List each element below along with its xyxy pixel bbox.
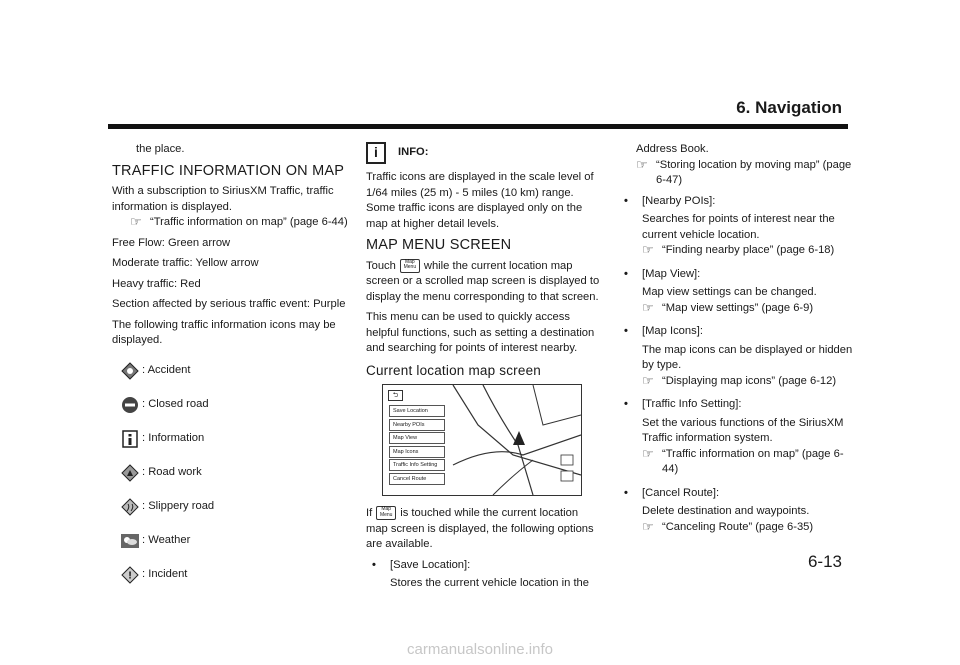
back-button[interactable]: ⮌ <box>388 390 403 401</box>
info-label: INFO: <box>398 146 429 159</box>
bullet-text: Map view settings can be changed. <box>642 286 817 298</box>
purple-traffic-text: Section affected by serious traffic event: Purple <box>112 298 346 310</box>
reference-link[interactable] <box>642 301 817 317</box>
road-work-icon <box>120 463 140 483</box>
icon-label: : Accident <box>142 363 191 376</box>
icon-legend-incident <box>112 558 348 592</box>
map-menu-button-icon: Map Menu <box>400 259 420 273</box>
icon-label: : Closed road <box>142 397 209 410</box>
bullet-text: Stores the current vehicle location in the <box>390 577 589 589</box>
bullet-label: [Map Icons]: <box>642 325 703 337</box>
pointing-hand-icon: ☞ <box>642 299 654 315</box>
bullet-nearby-pois: • [Nearby POIs]: Searches for points of interest near the current vehicle location. ☞ “Finding nearby place” (page 6-18) <box>618 194 854 264</box>
bullet-text: Searches for points of interest near the current vehicle location. <box>642 213 835 241</box>
bullet-text: Delete destination and waypoints. <box>642 505 810 517</box>
bullet-label: [Nearby POIs]: <box>642 194 716 207</box>
heavy-traffic-text: Heavy traffic: Red <box>112 277 201 290</box>
bullet-map-icons: • [Map Icons]: The map icons can be displayed or hidden by type. ☞ “Displaying map icons” (page 6-12) <box>624 325 853 388</box>
reference-text: “Traffic information on map” (page 6-44) <box>150 216 348 228</box>
bullet-label: [Cancel Route]: <box>642 486 720 499</box>
menu-traffic-info-setting[interactable]: Traffic Info Setting <box>389 459 445 471</box>
bullet-text: Set the various functions of the SiriusXM Traffic information system. <box>642 416 844 444</box>
icon-legend-information <box>112 422 348 456</box>
pointing-hand-icon: ☞ <box>642 372 654 388</box>
bullet-label: [Map View]: <box>642 267 701 280</box>
pointing-hand-icon: ☞ <box>642 518 654 534</box>
info-text: Traffic icons are displayed in the scale level of 1/64 miles (25 m) - 5 miles (10 km) range. Some traffic icons are displayed only on the map at higher detail levels. <box>366 171 594 230</box>
pointing-hand-icon: ☞ <box>130 214 142 229</box>
bullet-label: [Traffic Info Setting]: <box>642 398 742 410</box>
menu-save-location[interactable]: Save Location <box>389 405 445 417</box>
pointing-hand-icon: ☞ <box>642 242 654 257</box>
bullet-text: The map icons can be displayed or hidden by type. <box>642 343 853 371</box>
icon-label: : Incident <box>142 567 188 580</box>
menu-cancel-route[interactable]: Cancel Route <box>389 473 445 485</box>
icon-legend-closed-road <box>112 388 348 422</box>
svg-text:!: ! <box>128 570 132 581</box>
traffic-heading: TRAFFIC INFORMATION ON MAP <box>112 162 345 179</box>
pointing-hand-icon: ☞ <box>642 445 654 461</box>
icon-label: : Slippery road <box>142 499 215 512</box>
bullet-save-location: • [Save Location]: Stores the current vehicle location in the <box>366 558 602 595</box>
reference-link[interactable] <box>642 243 854 259</box>
reference-link[interactable] <box>112 215 348 231</box>
menu-description: This menu can be used to quickly access helpful functions, such as setting a destination and searching for points of interest nearby. <box>366 311 595 354</box>
menu-map-icons[interactable]: Map Icons <box>389 446 445 458</box>
reference-link[interactable] <box>618 158 854 189</box>
reference-text: “Traffic information on map” (page 6-44) <box>662 447 844 475</box>
reference-text: “Map view settings” (page 6-9) <box>662 301 814 314</box>
reference-text: “Canceling Route” (page 6-35) <box>662 520 814 533</box>
column-1 <box>112 142 348 592</box>
icon-legend-accident <box>112 354 348 388</box>
information-icon <box>120 429 140 449</box>
page-number: 6-13 <box>807 552 842 571</box>
bullet-map-view: • [Map View]: Map view settings can be changed. ☞ “Map view settings” (page 6-9) <box>624 267 817 315</box>
bullet-traffic-info-setting: • [Traffic Info Setting]: Set the various functions of the SiriusXM Traffic information system. ☞ “Traffic information on map” (page 6-44) <box>618 397 854 483</box>
icon-legend-weather <box>112 524 348 558</box>
header-rule <box>108 124 848 129</box>
icon-legend-slippery-road <box>112 490 348 524</box>
accident-icon <box>120 361 140 381</box>
slippery-road-icon <box>120 497 140 517</box>
if-touched-text: If Map Menu is touched while the current location map screen is displayed, the following options are available. <box>366 506 594 550</box>
reference-text: “Finding nearby place” (page 6-18) <box>662 244 835 256</box>
pointing-hand-icon: ☞ <box>636 156 648 172</box>
free-flow-text: Free Flow: Green arrow <box>112 236 231 249</box>
icon-label: : Weather <box>142 533 191 546</box>
chapter-title: 6. Navigation <box>736 98 842 117</box>
icon-legend-road-work <box>112 456 348 490</box>
bullet-cancel-route: • [Cancel Route]: Delete destination and waypoints. ☞ “Canceling Route” (page 6-35) <box>624 486 814 534</box>
traffic-intro: With a subscription to SiriusXM Traffic, traffic information is displayed. <box>112 185 334 213</box>
menu-nearby-pois[interactable]: Nearby POIs <box>389 419 445 431</box>
reference-text: “Storing location by moving map” (page 6-47) <box>656 158 852 186</box>
reference-link[interactable] <box>642 447 854 478</box>
reference-text: “Displaying map icons” (page 6-12) <box>662 374 837 387</box>
map-menu-list <box>389 405 445 486</box>
closed-road-icon <box>120 395 140 415</box>
map-menu-button-icon: Map Menu <box>376 506 396 520</box>
column-2 <box>366 142 602 598</box>
reference-link[interactable] <box>642 374 854 390</box>
map-menu-heading: MAP MENU SCREEN <box>366 237 512 253</box>
current-location-heading: Current location map screen <box>366 362 541 378</box>
info-icon: i <box>366 142 386 164</box>
bullet-label: [Save Location]: <box>390 558 471 571</box>
icon-label: : Information <box>142 431 205 444</box>
icons-intro: The following traffic information icons may be displayed. <box>112 318 336 346</box>
moderate-traffic-text: Moderate traffic: Yellow arrow <box>112 257 259 269</box>
reference-link[interactable] <box>642 520 813 536</box>
continued-text: the place. <box>136 143 185 155</box>
footer-watermark: carmanualsonline.info <box>407 641 553 658</box>
column-3 <box>618 142 854 543</box>
address-book-text: Address Book. <box>636 143 709 155</box>
touch-instruction: Touch Map Menu while the current location map screen or a scrolled map screen is displayed to display the menu corresponding to that screen. <box>366 258 600 303</box>
menu-map-view[interactable]: Map View <box>389 432 445 444</box>
icon-label: : Road work <box>142 465 202 478</box>
weather-icon <box>120 531 140 551</box>
incident-icon <box>120 565 140 585</box>
map-screen-illustration <box>382 384 582 496</box>
info-heading <box>366 142 602 164</box>
